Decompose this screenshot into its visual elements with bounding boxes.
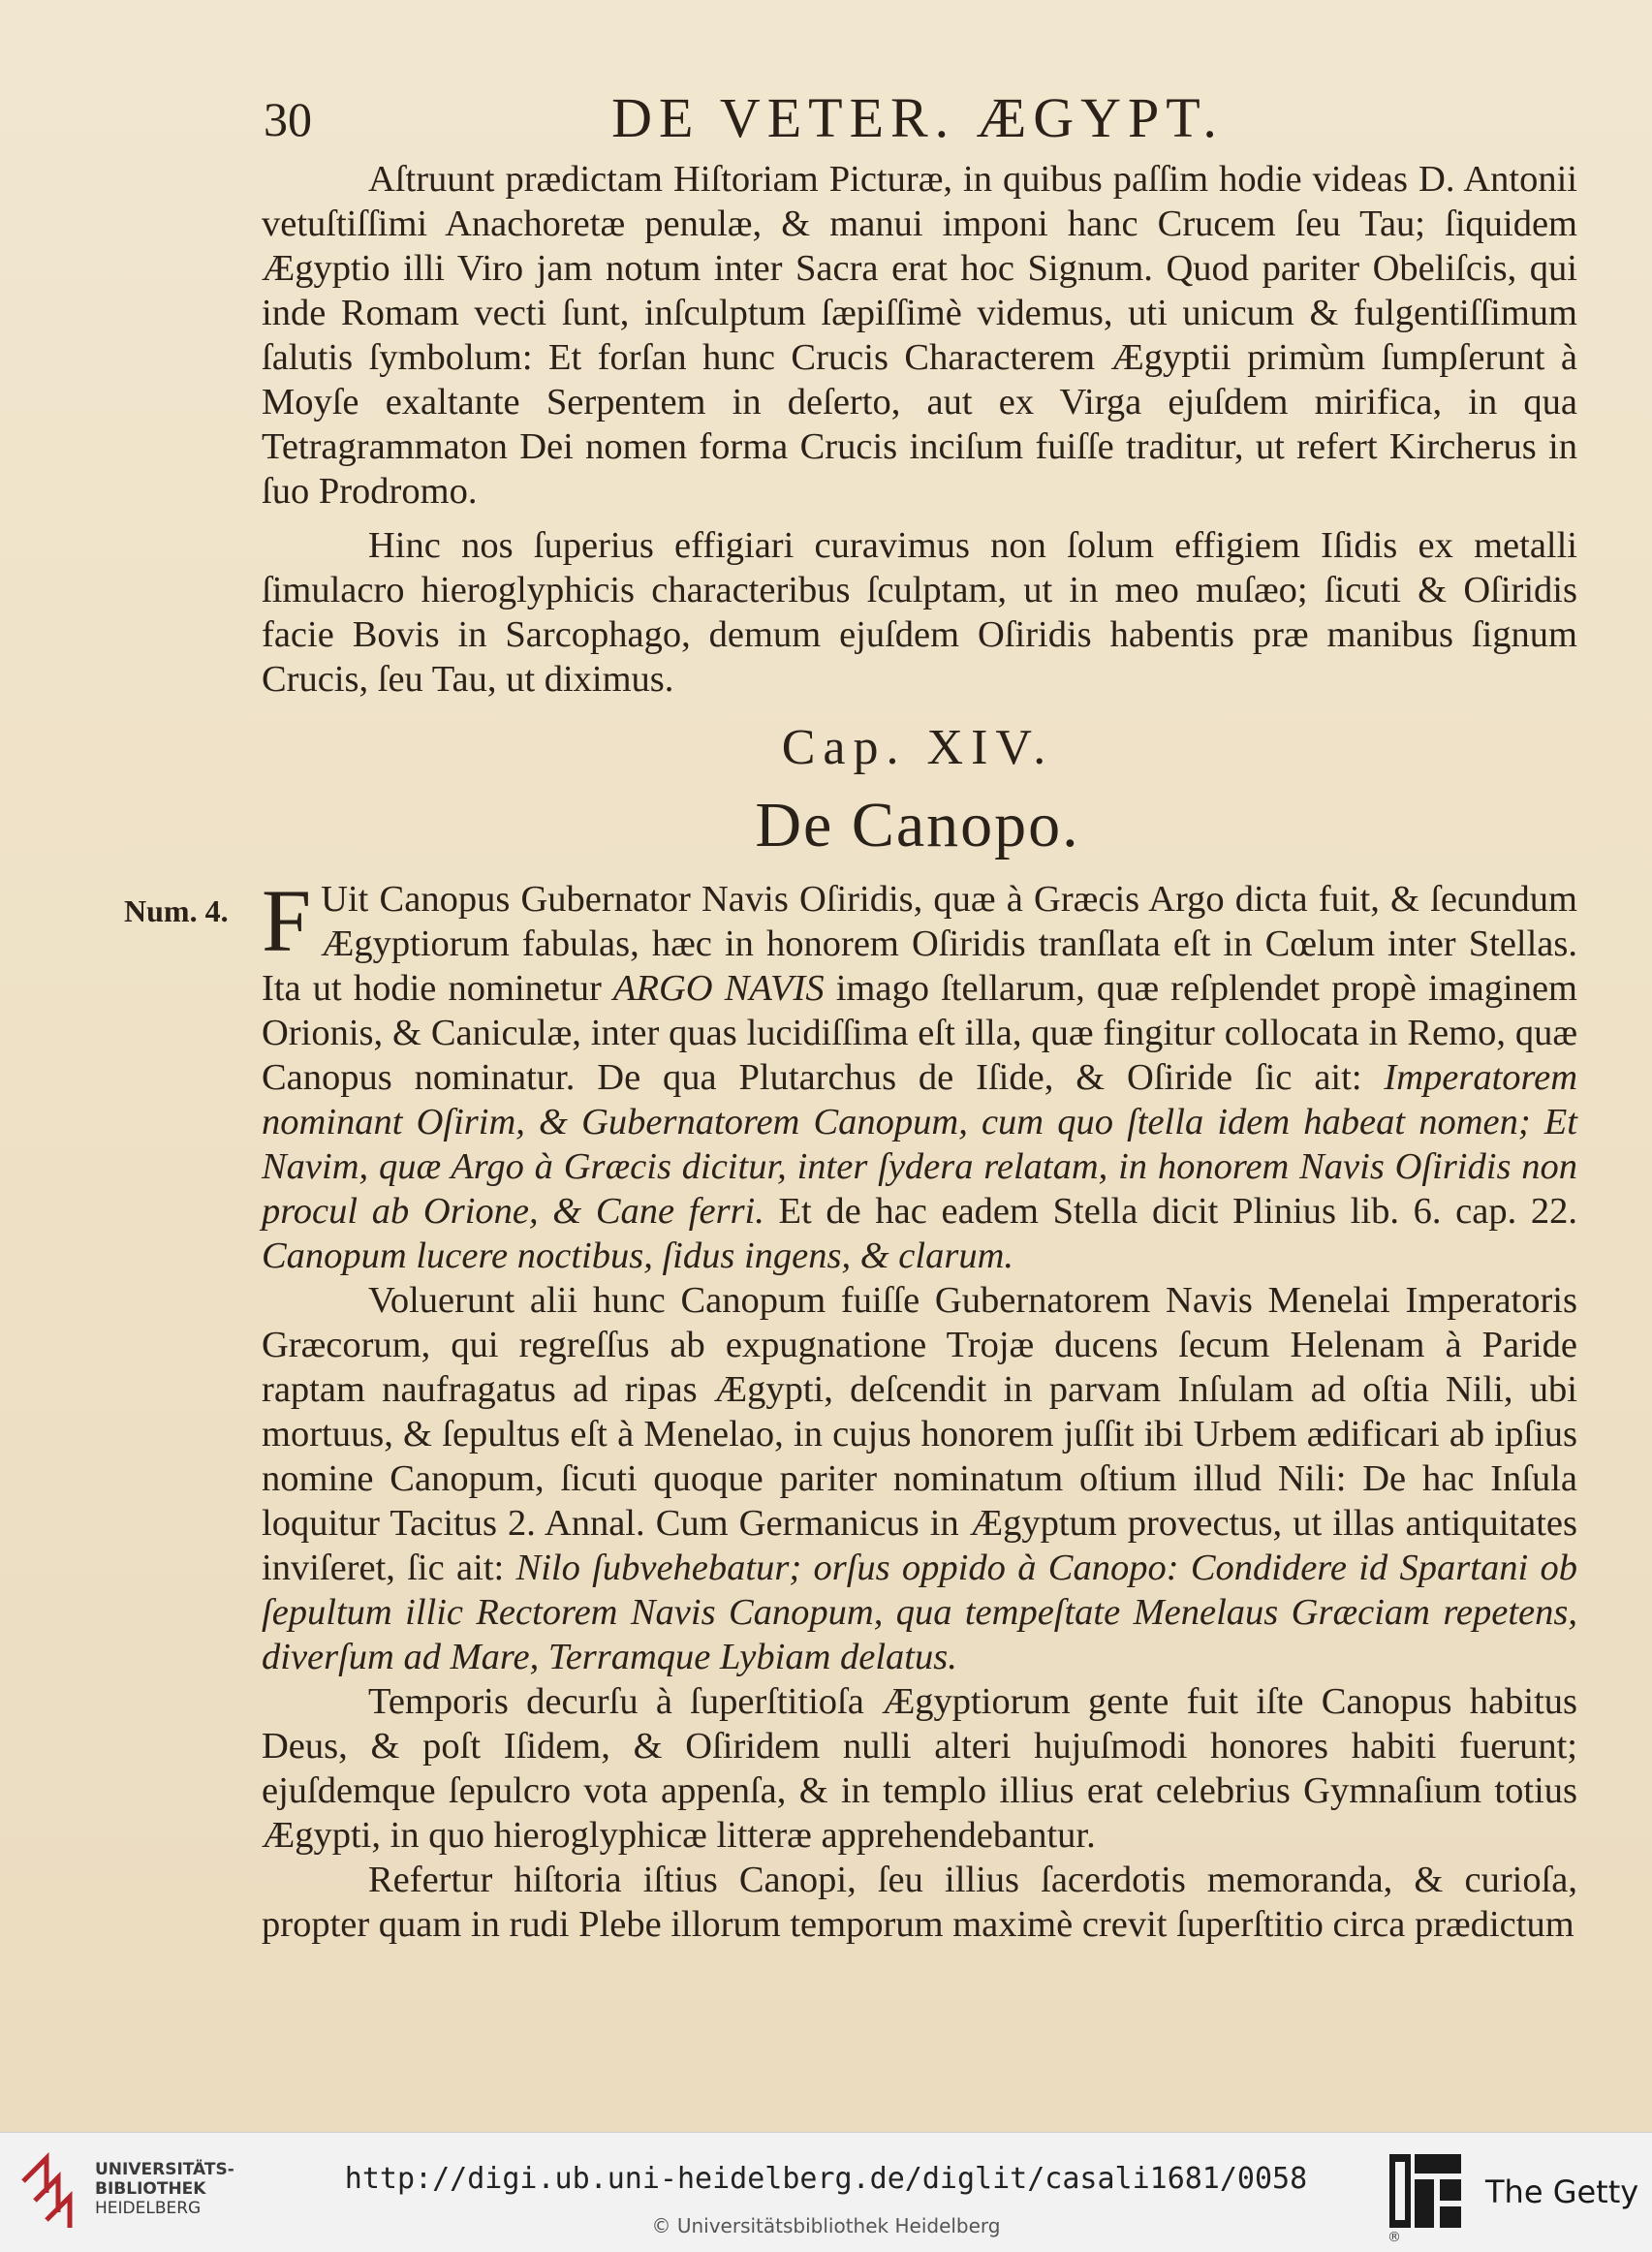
p3-text-e: Et de hac eadem Stella dicit Plinius lib. 6. cap. 22. [764, 1191, 1577, 1232]
page-header [254, 85, 1581, 153]
p4-tacitus-quote: Nilo ſubvehebatur; orſus oppido à Canopo: Condidere id Spartani ob ſepultum illic Rectorem Navis Canopum, qua tempeſtate Menelaus Græciam repetens, diverſum ad Mare, Terramque Lybiam delatus. [262, 1548, 1577, 1677]
library-name-line: UNIVERSITÄTS- [95, 2160, 234, 2179]
page-number: 30 [264, 92, 312, 146]
copyright-text: © Universitätsbibliothek Heidelberg [651, 2214, 1001, 2237]
paragraph-3 [262, 871, 1578, 1278]
getty-logo-icon[interactable] [1387, 2152, 1463, 2230]
p3-text-a: Uit Canopus Gubernator Navis Oſiridis, quæ à Græcis Argo dicta fuit, & ſecundum Ægyptiorum fabulas, hæc in honorem Oſiridis tranſlata eſt in Cœlum inter Stellas. Ita ut hodie nominetur [262, 879, 1577, 1009]
paragraph-6: Refertur hiſtoria iſtius Canopi, ſeu illius ſacerdotis memoranda, & curioſa, propter quam in rudi Plebe illorum temporum maximè crevit ſuperſtitio circa prædictum [262, 1860, 1577, 1945]
p3-argo-navis: ARGO NAVIS [612, 968, 825, 1009]
p3-pliny-quote: Canopum lucere noctibus, ſidus ingens, & clarum. [262, 1235, 1013, 1276]
paragraph-1: Aſtruunt prædictam Hiſtoriam Picturæ, in quibus paſſim hodie videas D. Antonii vetuſtiſſimi Anachoretæ penulæ, & manui imponi hanc Crucem ſeu Tau; ſiquidem Ægyptio illi Viro jam notum inter Sacra erat hoc Signum. Quod pariter Obeliſcis, qui inde Romam vecti ſunt, inſculptum ſæpiſſimè videmus, uti unicum & fulgentiſſimum ſalutis ſymbolum: Et forſan hunc Crucis Characterem Ægyptii primùm ſumpſerunt à Moyſe exaltante Serpentem in deſerto, aut ex Virga ejuſdem mirifica, in qua Tetragrammaton Dei nomen forma Crucis inciſum fuiſſe traditur, ut refert Kircherus in ſuo Prodromo. [262, 159, 1577, 512]
viewer-footer [0, 2132, 1652, 2252]
p4-text-a: Voluerunt alii hunc Canopum fuiſſe Gubernatorem Navis Menelai Imperatoris Græcorum, qui regreſſus ab expugnatione Trojæ ducens ſecum Helenam à Paride raptam naufragatus ad ripas Ægypti, deſcendit in parvam Inſulam ad oſtia Nili, ubi mortuus, & ſepultus eſt à Menelao, in cujus honorem juſſit ibi Urbem ædificari ab ipſius nomine Canopum, ſicuti quoque pariter nominatum oſtium illud Nili: De hac Inſula loquitur Tacitus 2. Annal. Cum Germanicus in Ægyptum provectus, ut illas antiquitates inviſeret, ſic ait: [262, 1280, 1577, 1588]
dropcap: F [262, 871, 312, 970]
permalink-url[interactable]: http://digi.ub.uni-heidelberg.de/diglit/casali1681/0058 [344, 2162, 1308, 2196]
p3-plutarch-quote: Imperatorem nominant Oſirim, & Gubernatorem Canopum, cum quo ſtella idem habeat nomen; Et Navim, quæ Argo à Græcis dicitur, inter ſydera relatam, in honorem Navis Oſiridis non procul ab Orione, & Cane ferri. [262, 1057, 1577, 1232]
paragraph-5: Temporis decurſu à ſuperſtitioſa Ægyptiorum gente fuit iſte Canopus habitus Deus, & poſt Iſidem, & Oſiridem nulli alteri hujuſmodi honores habiti fuerunt; ejuſdemque ſepulcro vota appenſa, & in templo illius erat celebrius Gymnaſium totius Ægypti, in quo hieroglyphicæ litteræ apprehendebantur. [262, 1681, 1577, 1856]
running-title: DE VETER. ÆGYPT. [611, 86, 1224, 149]
chapter-body [262, 871, 1578, 1947]
paragraph-4 [262, 1278, 1577, 1679]
chapter-title: De Canopo. [755, 790, 1080, 860]
margin-note: Num. 4. [124, 893, 229, 928]
chapter-number: Cap. XIV. [781, 720, 1054, 775]
library-name-line: BIBLIOTHEK [95, 2179, 206, 2199]
library-name-line: HEIDELBERG [95, 2199, 202, 2218]
p3-text-c: imago ſtellarum, quæ reſplendet propè imaginem Orionis, & Caniculæ, inter quas lucidiſſima eſt illa, quæ fingitur collocata in Remo, quæ Canopus nominatur. De qua Plutarchus de Iſide, & Oſiride ſic ait: [262, 968, 1578, 1098]
paragraph-2: Hinc nos ſuperius effigiari curavimus non ſolum effigiem Iſidis ex metalli ſimulacro hieroglyphicis characteribus ſculptam, ut in meo muſæo; ſicuti & Oſiridis facie Bovis in Sarcophago, demum ejuſdem Oſiridis habentis præ manibus ſignum Crucis, ſeu Tau, ut diximus. [262, 525, 1577, 700]
paragraph-1-block [262, 157, 1577, 514]
registered-mark: ® [1387, 2230, 1401, 2245]
paragraph-2-block [262, 523, 1577, 702]
partner-name[interactable]: The Getty [1485, 2174, 1639, 2210]
